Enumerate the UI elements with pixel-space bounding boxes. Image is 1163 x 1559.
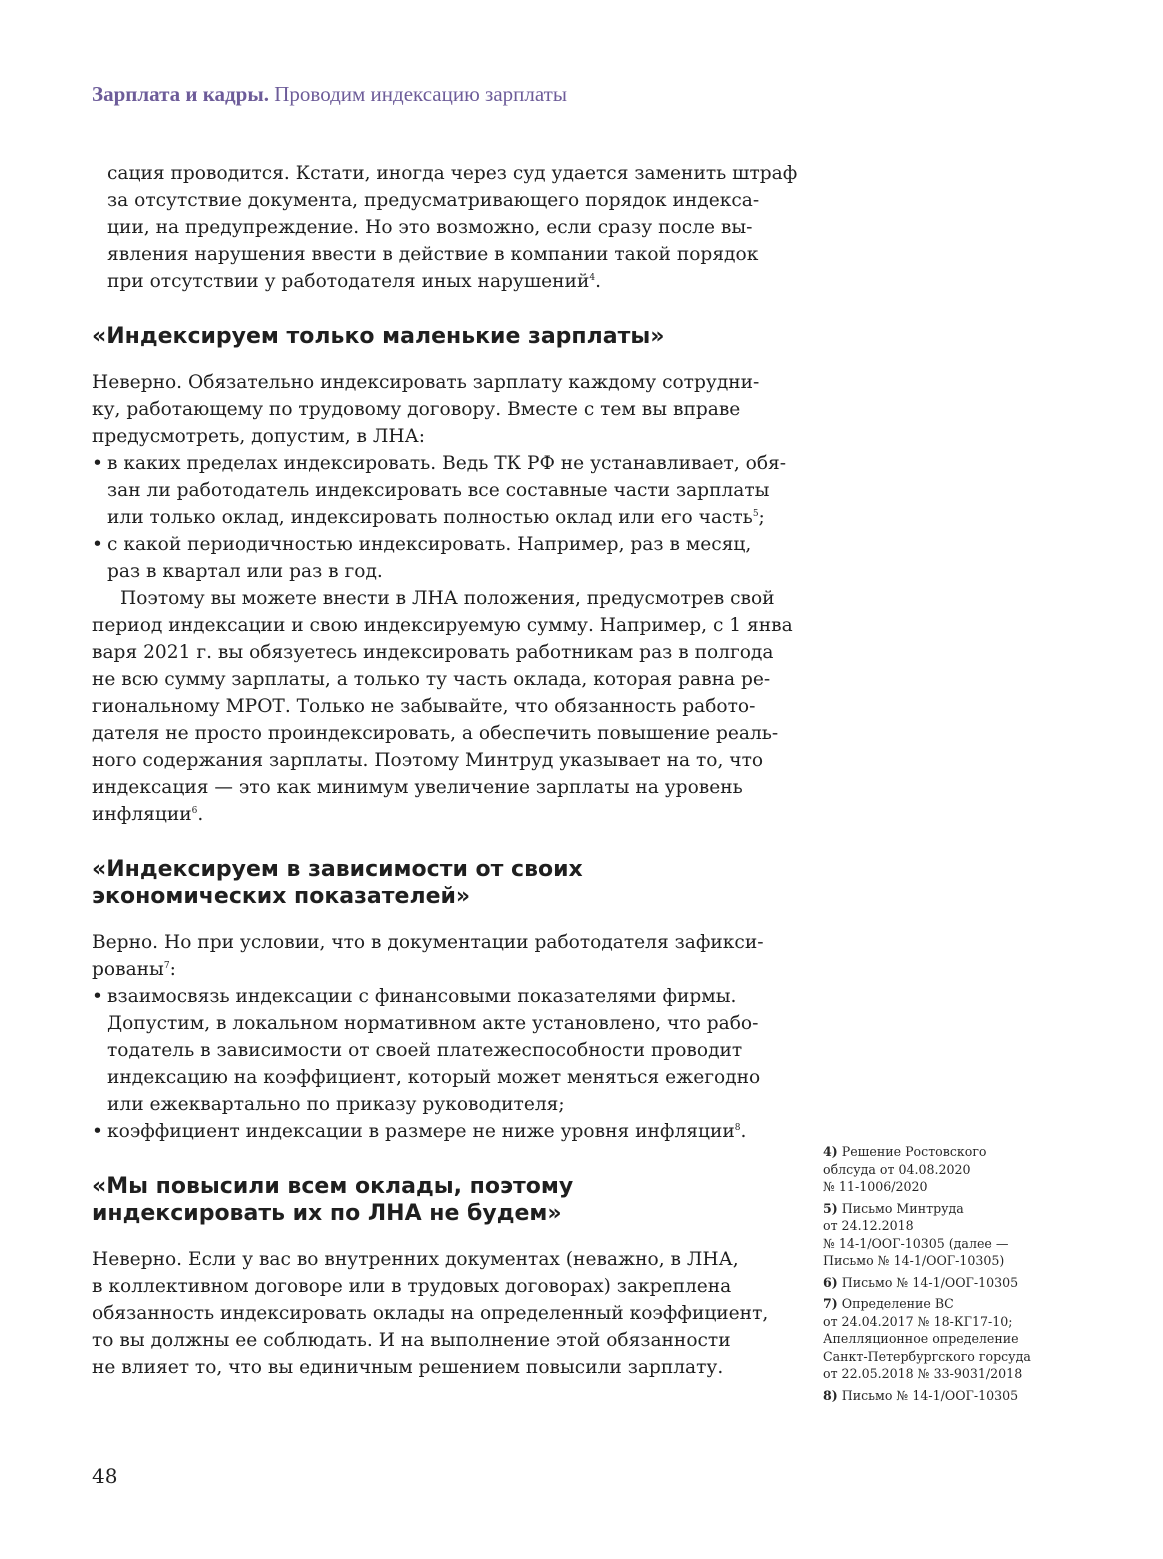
- text-line: за отсутствие документа, предусматривающего порядок индекса-: [107, 190, 760, 211]
- text-line: не всю сумму зарплаты, а только ту часть оклада, которая равна ре-: [92, 669, 771, 690]
- text-line: раз в квартал или раз в год.: [107, 561, 383, 582]
- text-line: предусмотреть, допустим, в ЛНА:: [92, 426, 425, 447]
- text-line: рованы: [92, 959, 164, 980]
- text-line: • взаимосвязь индексации с финансовыми показателями фирмы.: [107, 986, 737, 1007]
- running-header: [92, 82, 567, 107]
- main-column: [92, 160, 798, 1381]
- list-item: [92, 983, 782, 1118]
- text-line: не влияет то, что вы единичным решением повысили зарплату.: [92, 1357, 724, 1378]
- text-line: ного содержания зарплаты. Поэтому Минтруд указывает на то, что: [92, 750, 764, 771]
- footnote-7: 7) Определение ВС от 24.04.2017 № 18-КГ17-10; Апелляционное определение Санкт-Петербургского горсуда от 22.05.2018 № 33-9031/2018: [823, 1296, 1031, 1381]
- footnote-ref[interactable]: 4: [589, 272, 596, 283]
- section-heading: «Индексируем только маленькие зарплаты»: [92, 324, 665, 349]
- text-line: период индексации и свою индексируемую сумму. Например, с 1 янва: [92, 615, 793, 636]
- footnote-4: 4) Решение Ростовского облсуда от 04.08.2020 № 11-1006/2020: [823, 1144, 987, 1194]
- bullet-list: [92, 450, 787, 585]
- text-line: или ежеквартально по приказу руководителя;: [107, 1094, 565, 1115]
- text-line: Верно. Но при условии, что в документации работодателя зафикси-: [92, 932, 764, 953]
- text-line: инфляции: [92, 804, 192, 825]
- text-line: • с какой периодичностью индексировать. Например, раз в месяц,: [107, 534, 752, 555]
- text-line: дателя не просто проиндексировать, а обеспечить повышение реаль-: [92, 723, 779, 744]
- text-line: то вы должны ее соблюдать. И на выполнение этой обязанности: [92, 1330, 731, 1351]
- text-line: сация проводится. Кстати, иногда через суд удается заменить штраф: [107, 163, 798, 184]
- section-heading: «Индексируем в зависимости от своих экономических показателей»: [92, 857, 583, 909]
- bullet-list: [92, 983, 782, 1145]
- intro-paragraph: сация проводится. Кстати, иногда через суд удается заменить штраф за отсутствие документа, предусматривающего порядок индекса- ции, на предупреждение. Но это возможно, если сразу после вы- явления нарушения ввести в действие в компании такой порядок при отсутствии у работодателя иных нарушений$^4$.: [92, 160, 782, 295]
- list-item: • коэффициент индексации в размере не ниже уровня инфляции$^8$.: [92, 1118, 782, 1145]
- header-title: Проводим индексацию зарплаты: [274, 82, 567, 106]
- text-line: обязанность индексировать оклады на определенный коэффициент,: [92, 1303, 769, 1324]
- footnotes-column: [823, 1143, 1083, 1408]
- section-heading: «Мы повысили всем оклады, поэтому индексировать их по ЛНА не будем»: [92, 1174, 574, 1226]
- text-line: Неверно. Обязательно индексировать зарплату каждому сотрудни-: [92, 372, 760, 393]
- text-line: при отсутствии у работодателя иных нарушений: [107, 271, 590, 292]
- list-item: [92, 531, 782, 585]
- footnote-ref[interactable]: 8: [734, 1122, 741, 1133]
- text-line: гиональному МРОТ. Только не забывайте, что обязанность работо-: [92, 696, 756, 717]
- section2-paragraph: Верно. Но при условии, что в документации работодателя зафикси- рованы$^7$:: [92, 929, 782, 983]
- text-line: индексация — это как минимум увеличение зарплаты на уровень: [92, 777, 743, 798]
- footnote-ref[interactable]: 5: [752, 508, 759, 519]
- text-line: варя 2021 г. вы обязуетесь индексировать работникам раз в полгода: [92, 642, 774, 663]
- page-number: 48: [92, 1464, 118, 1488]
- text-line: Неверно. Если у вас во внутренних документах (неважно, в ЛНА,: [92, 1249, 739, 1270]
- text-line: зан ли работодатель индексировать все составные части зарплаты: [107, 480, 770, 501]
- text-line: ку, работающему по трудовому договору. Вместе с тем вы вправе: [92, 399, 741, 420]
- footnote-ref[interactable]: 7: [163, 960, 170, 971]
- text-line: • в каких пределах индексировать. Ведь ТК РФ не устанавливает, обя-: [107, 453, 787, 474]
- section3-paragraph: [92, 1246, 782, 1381]
- footnote-6: 6) Письмо № 14-1/ООГ-10305: [823, 1274, 1019, 1290]
- section1-paragraph: [92, 369, 782, 450]
- footnote-ref[interactable]: 6: [191, 805, 198, 816]
- text-line: Допустим, в локальном нормативном акте установлено, что рабо-: [107, 1013, 759, 1034]
- text-line: явления нарушения ввести в действие в компании такой порядок: [107, 244, 759, 265]
- text-line: коэффициент индексации в размере не ниже уровня инфляции: [107, 1121, 735, 1142]
- footnote-5: 5) Письмо Минтруда от 24.12.2018 № 14-1/ООГ-10305 (далее — Письмо № 14-1/ООГ-10305): [823, 1200, 1009, 1268]
- header-section: Зарплата и кадры.: [92, 82, 270, 106]
- text-line: ции, на предупреждение. Но это возможно, если сразу после вы-: [107, 217, 753, 238]
- text-line: в коллективном договоре или в трудовых договорах) закреплена: [92, 1276, 732, 1297]
- section1-paragraph-2: Поэтому вы можете внести в ЛНА положения, предусмотрев свой период индексации и свою индексируемую сумму. Например, с 1 янва варя 2021 г. вы обязуетесь индексировать работникам раз в полгода не всю сумму зарплаты, а только ту часть оклада, которая равна ре- гиональному МРОТ. Только не забывайте, что обязанность работо- дателя не просто проиндексировать, а обеспечить повышение реаль- ного содержания зарплаты. Поэтому Минтруд указывает на то, что индексация — это как минимум увеличение зарплаты на уровень инфляции$^6$.: [92, 585, 782, 828]
- footnote-8: 8) Письмо № 14-1/ООГ-10305: [823, 1387, 1019, 1403]
- list-item: • в каких пределах индексировать. Ведь ТК РФ не устанавливает, обя- зан ли работодатель индексировать все составные части зарплаты или только оклад, индексировать полностью оклад или его часть$^5$;: [92, 450, 782, 531]
- text-line: тодатель в зависимости от своей платежеспособности проводит: [107, 1040, 743, 1061]
- text-line: индексацию на коэффициент, который может меняться ежегодно: [107, 1067, 761, 1088]
- text-line: или только оклад, индексировать полностью оклад или его часть: [107, 507, 753, 528]
- text-line: Поэтому вы можете внести в ЛНА положения, предусмотрев свой: [120, 588, 775, 609]
